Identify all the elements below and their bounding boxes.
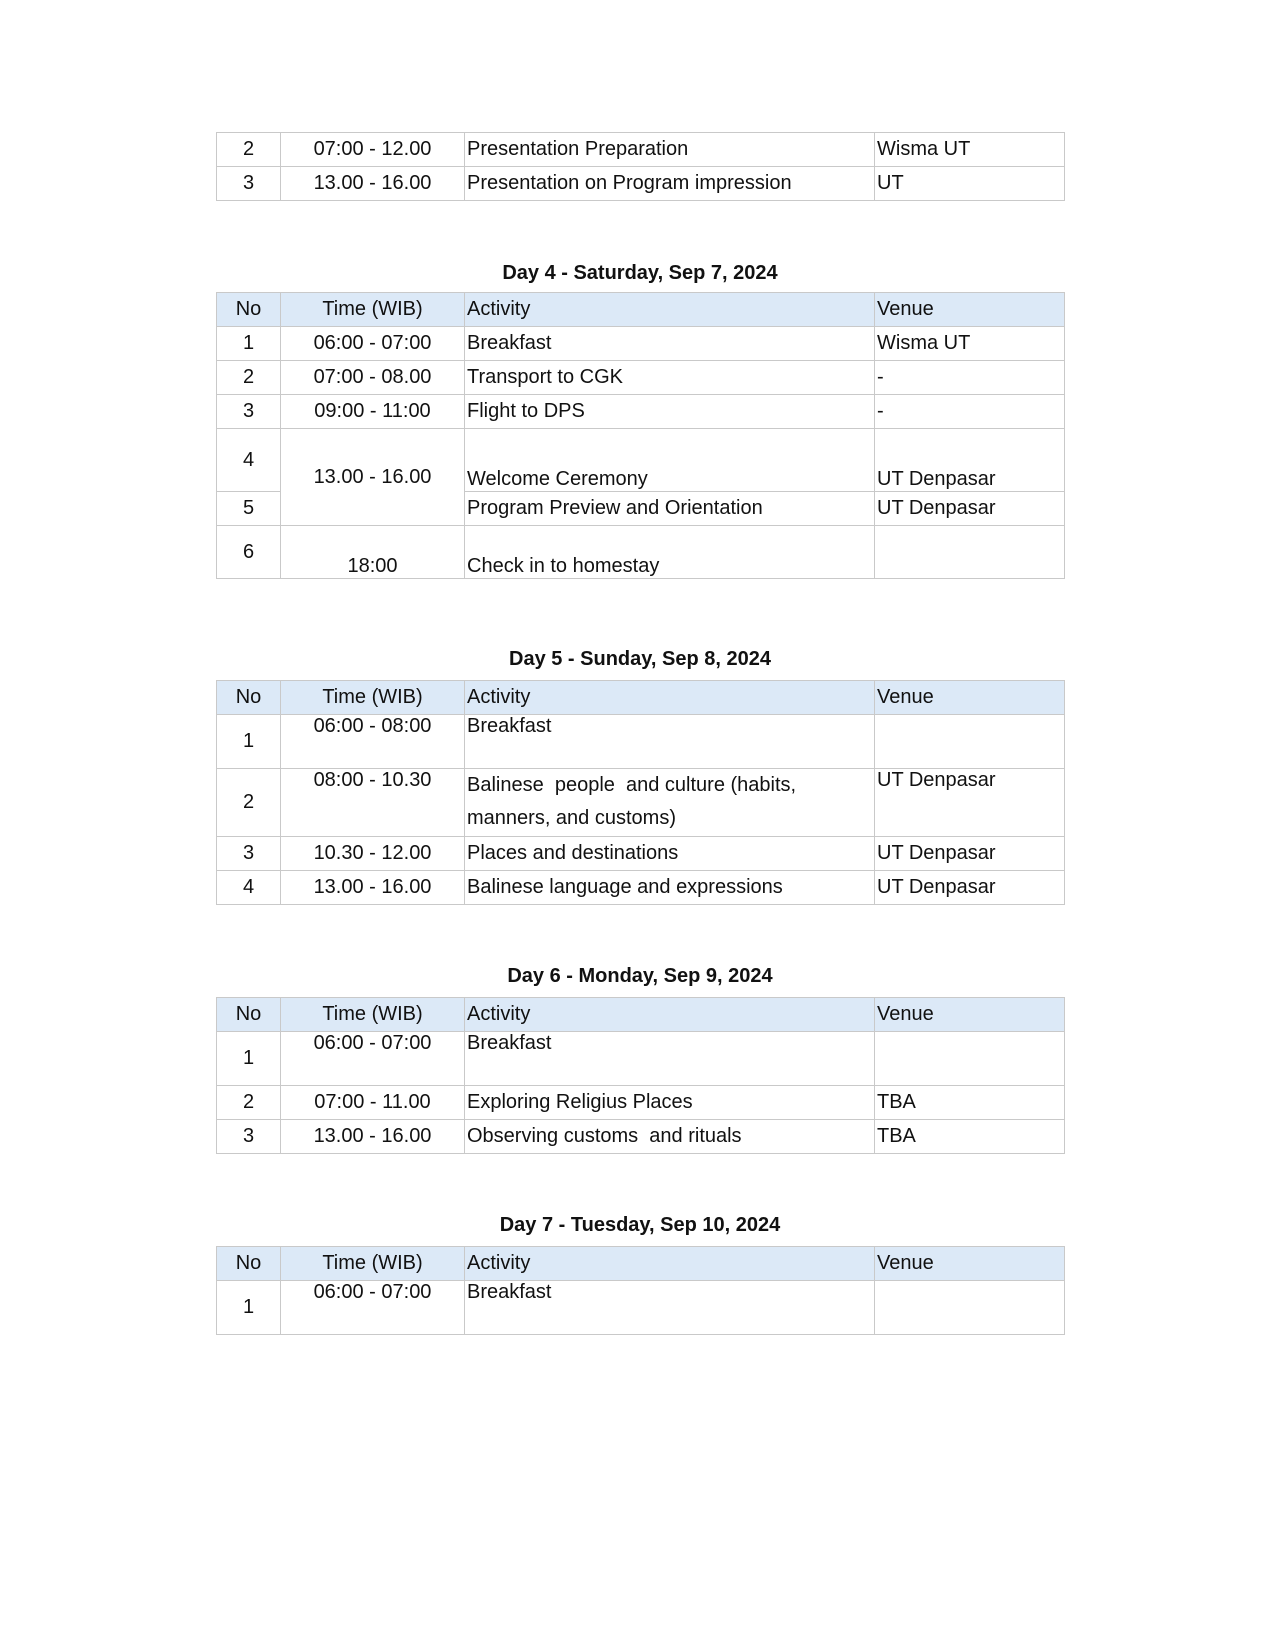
table-header-row [217, 1247, 1065, 1281]
header-venue: Venue [875, 681, 1065, 715]
row-no: 1 [217, 1032, 281, 1086]
row-time: 06:00 - 07:00 [281, 1032, 465, 1086]
row-activity: Transport to CGK [465, 361, 875, 395]
row-time: 06:00 - 07:00 [281, 1281, 465, 1335]
header-no: No [217, 1247, 281, 1281]
row-time: 13.00 - 16.00 [281, 429, 465, 526]
day5-table [216, 680, 1065, 905]
header-time: Time (WIB) [281, 1247, 465, 1281]
row-no: 1 [217, 715, 281, 769]
day4-title: Day 4 - Saturday, Sep 7, 2024 [502, 262, 778, 284]
day4-table [216, 292, 1065, 579]
row-no: 5 [217, 492, 281, 526]
header-no: No [217, 998, 281, 1032]
row-time: 13.00 - 16.00 [281, 1120, 465, 1154]
table-row [217, 327, 1065, 361]
row-venue: Wisma UT [875, 327, 1065, 361]
row-activity: Welcome Ceremony [465, 429, 875, 492]
row-no: 1 [217, 1281, 281, 1335]
table-row [217, 715, 1065, 769]
header-activity: Activity [465, 998, 875, 1032]
row-activity: Breakfast [465, 327, 875, 361]
row-time: 09:00 - 11:00 [281, 395, 465, 429]
table-header-row [217, 681, 1065, 715]
table-header-row [217, 293, 1065, 327]
header-venue: Venue [875, 1247, 1065, 1281]
row-venue: UT Denpasar [875, 871, 1065, 905]
table-row [217, 429, 1065, 492]
row-no: 6 [217, 526, 281, 579]
row-venue: UT Denpasar [875, 837, 1065, 871]
row-venue [875, 1281, 1065, 1335]
row-no: 2 [217, 133, 281, 167]
row-activity: Balinese language and expressions [465, 871, 875, 905]
table-header-row [217, 998, 1065, 1032]
row-activity: Places and destinations [465, 837, 875, 871]
row-venue: TBA [875, 1086, 1065, 1120]
row-venue: UT Denpasar [875, 769, 1065, 837]
row-time: 07:00 - 08.00 [281, 361, 465, 395]
row-time: 10.30 - 12.00 [281, 837, 465, 871]
header-venue: Venue [875, 998, 1065, 1032]
row-no: 3 [217, 1120, 281, 1154]
row-no: 4 [217, 871, 281, 905]
row-no: 2 [217, 769, 281, 837]
table-row [217, 871, 1065, 905]
activity-line-1: Balinese people and culture (habits, [467, 774, 797, 796]
header-activity: Activity [465, 681, 875, 715]
row-activity: Breakfast [465, 1281, 875, 1335]
day7-table [216, 1246, 1065, 1335]
row-venue: TBA [875, 1120, 1065, 1154]
row-time: 06:00 - 07:00 [281, 327, 465, 361]
activity-line-2: manners, and customs) [467, 807, 676, 829]
day5-title: Day 5 - Sunday, Sep 8, 2024 [509, 648, 771, 670]
table-row [217, 526, 1065, 579]
row-venue: - [875, 395, 1065, 429]
row-no: 3 [217, 837, 281, 871]
row-venue [875, 1032, 1065, 1086]
row-venue [875, 526, 1065, 579]
row-activity: Presentation on Program impression [465, 167, 875, 201]
row-activity: Check in to homestay [465, 526, 875, 579]
header-time: Time (WIB) [281, 293, 465, 327]
row-no: 3 [217, 395, 281, 429]
header-time: Time (WIB) [281, 998, 465, 1032]
row-venue: UT Denpasar [875, 429, 1065, 492]
row-venue [875, 715, 1065, 769]
row-time: 13.00 - 16.00 [281, 167, 465, 201]
row-no: 1 [217, 327, 281, 361]
day6-table [216, 997, 1065, 1154]
header-activity: Activity [465, 293, 875, 327]
table-row [217, 1032, 1065, 1086]
row-time: 07:00 - 12.00 [281, 133, 465, 167]
day7-title: Day 7 - Tuesday, Sep 10, 2024 [499, 1214, 781, 1236]
header-time: Time (WIB) [281, 681, 465, 715]
header-activity: Activity [465, 1247, 875, 1281]
table-row [217, 837, 1065, 871]
row-time: 13.00 - 16.00 [281, 871, 465, 905]
row-venue: Wisma UT [875, 133, 1065, 167]
row-no: 4 [217, 429, 281, 492]
row-venue: UT [875, 167, 1065, 201]
row-time: 18:00 [281, 526, 465, 579]
row-activity: Breakfast [465, 715, 875, 769]
row-activity: Observing customs and rituals [465, 1120, 875, 1154]
day3-continued-table [216, 132, 1065, 201]
row-venue: UT Denpasar [875, 492, 1065, 526]
table-row [217, 769, 1065, 837]
row-no: 3 [217, 167, 281, 201]
table-row [217, 133, 1065, 167]
day6-title: Day 6 - Monday, Sep 9, 2024 [507, 965, 773, 987]
row-activity: Breakfast [465, 1032, 875, 1086]
row-activity: Program Preview and Orientation [465, 492, 875, 526]
row-time: 08:00 - 10.30 [281, 769, 465, 837]
row-time: 07:00 - 11.00 [281, 1086, 465, 1120]
row-activity [465, 769, 875, 837]
row-activity: Exploring Religius Places [465, 1086, 875, 1120]
row-no: 2 [217, 361, 281, 395]
table-row [217, 361, 1065, 395]
table-row [217, 1086, 1065, 1120]
table-row [217, 167, 1065, 201]
header-no: No [217, 293, 281, 327]
row-no: 2 [217, 1086, 281, 1120]
row-activity: Flight to DPS [465, 395, 875, 429]
header-venue: Venue [875, 293, 1065, 327]
table-row [217, 395, 1065, 429]
header-no: No [217, 681, 281, 715]
row-time: 06:00 - 08:00 [281, 715, 465, 769]
table-row [217, 1120, 1065, 1154]
table-row [217, 1281, 1065, 1335]
row-activity: Presentation Preparation [465, 133, 875, 167]
row-venue: - [875, 361, 1065, 395]
